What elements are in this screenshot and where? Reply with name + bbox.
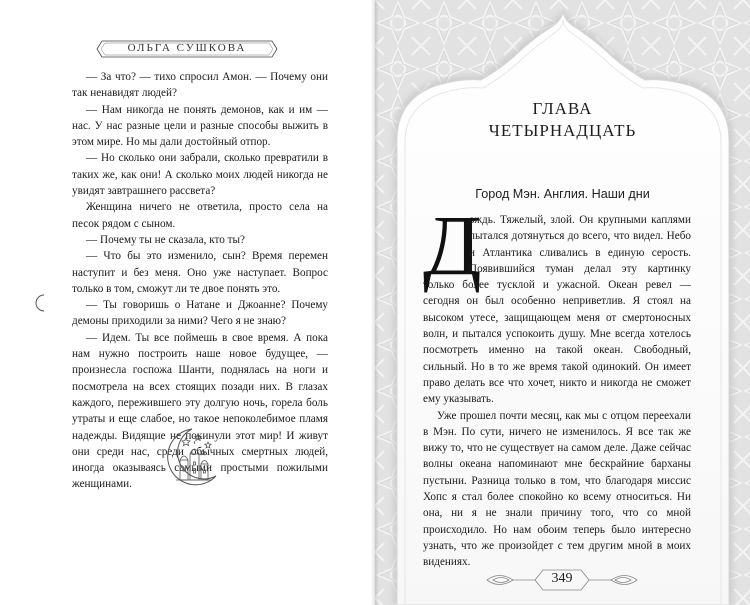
chapter-label: ГЛАВА xyxy=(532,99,593,118)
drop-cap-spacer xyxy=(423,212,469,274)
paragraph: — Но сколько они забрали, сколько превратили в таких же, как они! А сколько моих людей никогда не увидят завтрашнего рассвета? xyxy=(72,152,328,198)
crescent-city-emblem-icon xyxy=(158,424,222,490)
paragraph: — За что? — тихо спросил Амон. — Почему они так ненавидят людей? xyxy=(72,71,328,100)
right-body-text xyxy=(423,212,691,571)
right-page xyxy=(375,0,750,605)
paragraph: — Нам никогда не понять демонов, как и им — нас. У нас разные цели и разные способы выжить в этом мире. Но мы дали достойный отпор. xyxy=(72,103,328,149)
paragraph: ождь. Тяжелый, злой. Он крупными каплями пытался дотянуться до всего, что видел. Небо и Атлантика сливались в единую серость. Появившийся туман делал эту картинку только более тусклой и ужасной. Океан ревел — сегодня он был особенно неприветлив. Я стоял на высоком утесе, защищающем меня от смертоносных волн, и пытался успокоить душу. Мне всегда хотелось посмотреть именно на такой океан. Свободный, сильный. Но в то же время такой одинокий. Он имеет право делать все что хочет, никто и никогда не сможет ему указывать. xyxy=(423,214,691,406)
page-number: 349 xyxy=(551,571,573,586)
page-number-ornament xyxy=(483,565,641,595)
book-gutter xyxy=(371,0,379,605)
paragraph: Уже прошел почти месяц, как мы с отцом переехали в Мэн. По сути, ничего не изменилось. Я все так же вижу то, что не существует на самом деле. Даже сейчас волны океана напоминают мне бескрайние барханы пустыни. Разница только в том, что благодаря миссис Хопс я стал более спокойно ко всему относиться. Ни она, ни я не знали причину того, что со мной происходило. Но нам обоим теперь было интересно узнать, что же произойдет с тем другим мной в моих видениях. xyxy=(423,409,691,569)
paragraph: — Идем. Ты все поймешь в свое время. А пока нам нужно построить наше новое будущее, — произнесла госпожа Шанти, поднялась на ноги и посмотрела на всех стоящих позади них. В глазах каждого, пережившего эту долгую ночь, горела боль утраты и еще слабое, но такое непоколебимое пламя надежды. Видящие не покинули этот мир! И живут они среди нас, среди обычных смертных людей, иногда оказываясь самыми простыми пожилыми женщинами. xyxy=(72,331,328,491)
running-head-banner xyxy=(96,39,278,59)
drop-cap: Д xyxy=(423,197,482,293)
paragraph: — Ты говоришь о Натане и Джоанне? Почему демоны приходили за ними? Чего я не знаю? xyxy=(72,299,328,328)
section-title: Город Мэн. Англия. Наши дни xyxy=(475,187,650,201)
crescent-moon-icon xyxy=(34,294,48,312)
running-head: ОЛЬГА СУШКОВА xyxy=(127,42,247,54)
paragraph: — Что бы это изменило, сын? Время перемен наступит и без меня. Оно уже наступает. Вопрос только в том, сможут ли те двое понять это. xyxy=(72,250,328,295)
paragraph: — Почему ты не сказала, кто ты? xyxy=(86,233,245,246)
paragraph: Женщина ничего не ответила, просто села на песок рядом с сыном. xyxy=(72,201,328,230)
chapter-heading xyxy=(375,98,750,142)
chapter-number: ЧЕТЫРНАДЦАТЬ xyxy=(488,121,637,140)
